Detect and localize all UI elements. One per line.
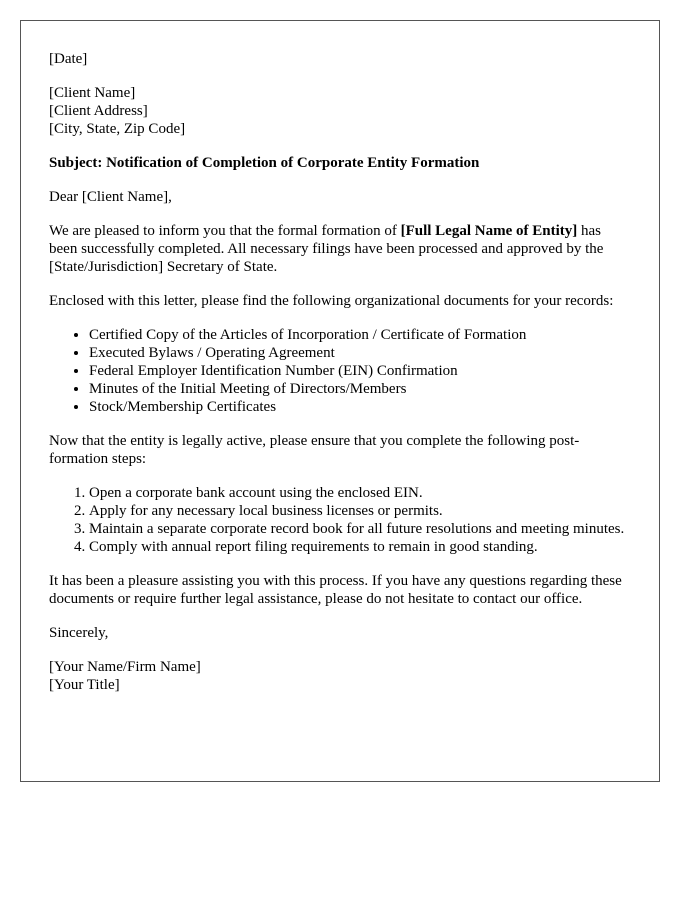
signature-title: [Your Title] — [49, 677, 120, 693]
recipient-address: [Client Address] — [49, 103, 148, 119]
paragraph-formation-notice-rest: has been successfully completed. All necessary filings have been processed and approved by the [State/Jurisdiction] Secretary of State. — [49, 223, 604, 275]
list-item: 2. Apply for any necessary local business licenses or permits. — [89, 502, 631, 520]
list-item: 3. Maintain a separate corporate record book for all future resolutions and meeting minutes. — [89, 520, 631, 538]
letter-date: [Date] — [49, 51, 88, 67]
list-item: • Stock/Membership Certificates — [89, 398, 631, 416]
enclosed-documents-list — [49, 326, 631, 416]
paragraph-post-formation-intro: Now that the entity is legally active, please ensure that you complete the following post-formation steps: — [49, 433, 580, 467]
entity-name-placeholder: [Full Legal Name of Entity] — [400, 223, 578, 239]
paragraph-formation-notice — [49, 222, 631, 276]
list-item: • Minutes of the Initial Meeting of Directors/Members — [89, 380, 631, 398]
signature-block — [49, 658, 631, 694]
recipient-name: [Client Name] — [49, 85, 136, 101]
list-item: 1. Open a corporate bank account using the enclosed EIN. — [89, 484, 631, 502]
list-item: • Federal Employer Identification Number (EIN) Confirmation — [89, 362, 631, 380]
paragraph-enclosures-intro: Enclosed with this letter, please find the following organizational documents for your records: — [49, 293, 614, 309]
letter-subject: Subject: Notification of Completion of Corporate Entity Formation — [49, 155, 480, 171]
list-item: • Certified Copy of the Articles of Incorporation / Certificate of Formation — [89, 326, 631, 344]
letter-page — [20, 20, 660, 782]
list-item: 4. Comply with annual report filing requirements to remain in good standing. — [89, 538, 631, 556]
paragraph-formation-notice-intro: We are pleased to inform you that the formal formation of — [49, 223, 401, 239]
letter-closing: Sincerely, — [49, 625, 109, 641]
letter-salutation: Dear [Client Name], — [49, 189, 172, 205]
post-formation-steps-list — [49, 484, 631, 556]
recipient-city-state-zip: [City, State, Zip Code] — [49, 121, 186, 137]
paragraph-closing-remarks: It has been a pleasure assisting you with this process. If you have any questions regarding these documents or require further legal assistance, please do not hesitate to contact our office. — [49, 573, 622, 607]
recipient-address-block — [49, 84, 631, 138]
signature-name: [Your Name/Firm Name] — [49, 659, 201, 675]
list-item: • Executed Bylaws / Operating Agreement — [89, 344, 631, 362]
